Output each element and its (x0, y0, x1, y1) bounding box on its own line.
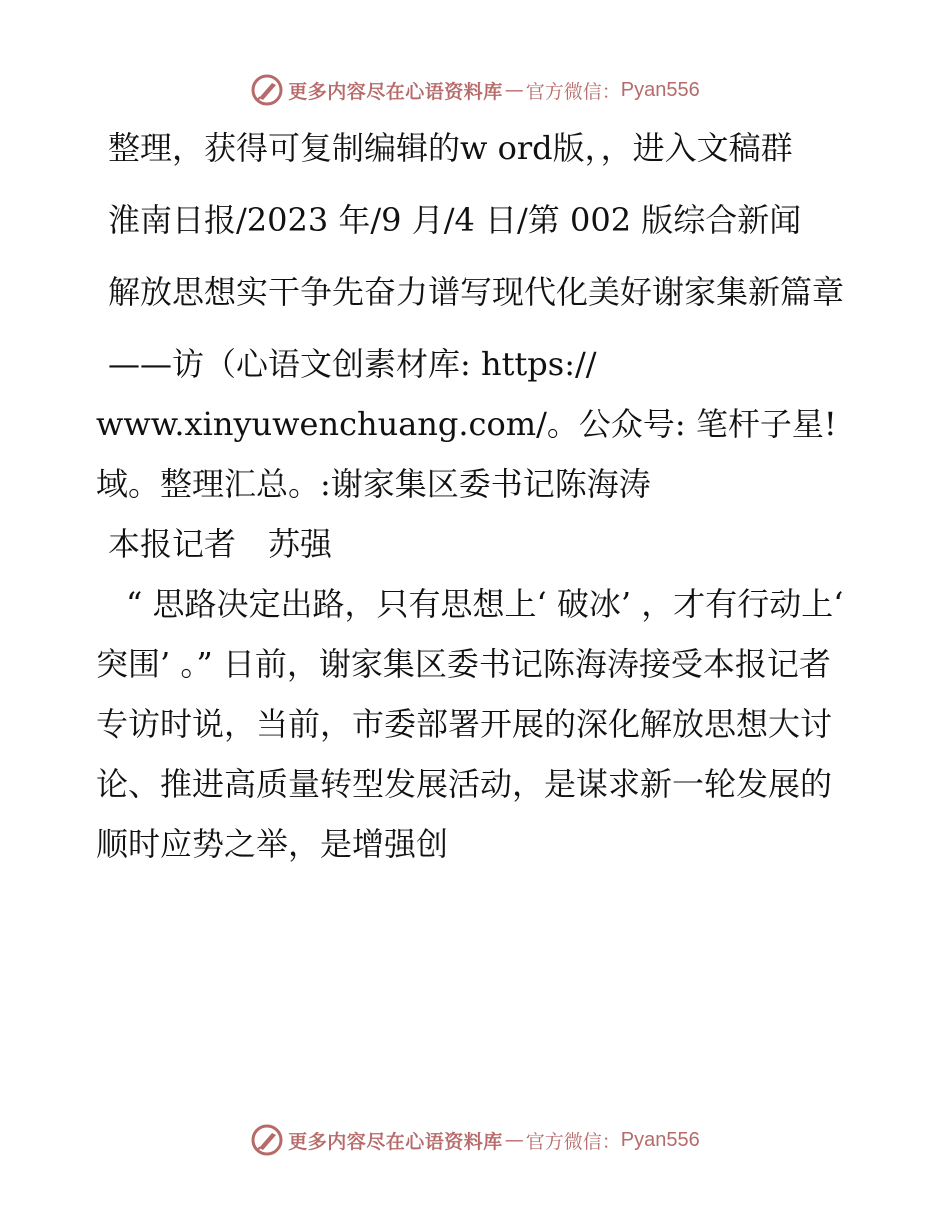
header-wechat-id: Pyan556 (620, 78, 700, 101)
footer-wechat-label: 官方微信： (525, 1130, 621, 1153)
footer-dash: — (504, 1129, 524, 1151)
body-paragraph: “ 思路决定出路，只有思想上‘ 破冰’ ，才有行动上‘ 突围’ 。” 日前，谢家集区委书记陈海涛接受本报记者专访时说，当前，市委部署开展的深化解放思想大讨论、推进高质量转型发展活动，是谋求新一轮发展的顺时应势之举，是增强创 (96, 585, 854, 863)
source-line: 淮南日报/2023 年/9 月/4 日/第 002 版综合新闻 (108, 201, 802, 239)
quill-logo-icon (250, 73, 284, 107)
intro-paragraph: 整理，获得可复制编辑的w ord版，，进入文稿群 (108, 129, 793, 167)
reporter-line: 本报记者 苏强 (108, 525, 333, 563)
quill-logo-icon (250, 1123, 284, 1157)
header-banner (0, 70, 950, 110)
document-body (96, 118, 856, 874)
footer-banner (0, 1120, 950, 1160)
article-subtitle: ——访（心语文创素材库: https:// www.xinyuwenchuang.com/。公众号: 笔杆子星! 域。整理汇总。:谢家集区委书记陈海涛 (96, 345, 847, 503)
header-wechat-label: 官方微信： (525, 80, 621, 103)
header-brand-text: 更多内容尽在心语资料库 (288, 80, 503, 103)
article-title: 解放思想实干争先奋力谱写现代化美好谢家集新篇章 (108, 273, 845, 311)
header-dash: — (504, 79, 524, 101)
footer-wechat-id: Pyan556 (620, 1128, 700, 1151)
footer-brand-text: 更多内容尽在心语资料库 (288, 1130, 503, 1153)
